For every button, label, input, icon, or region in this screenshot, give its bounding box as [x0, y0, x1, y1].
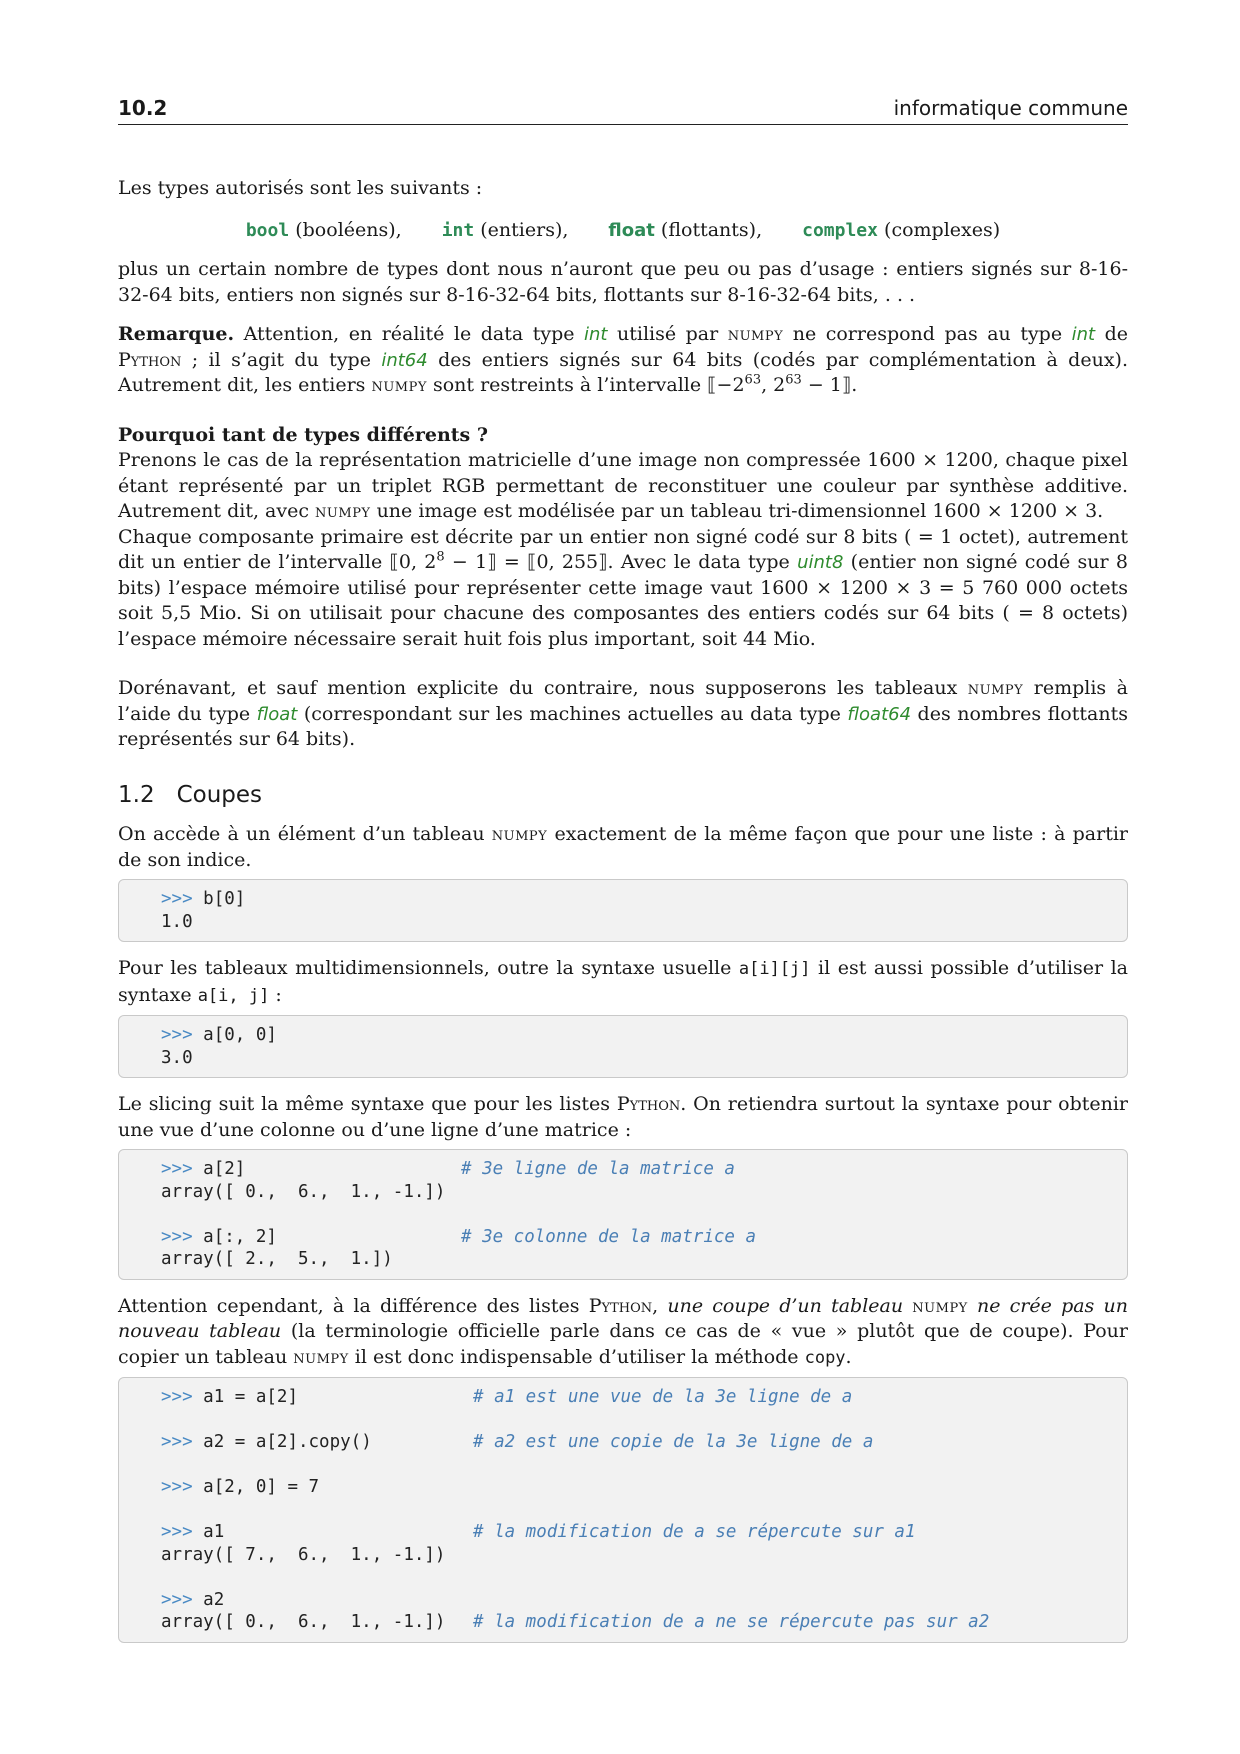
code-line: >>> a1 = a[2] # a1 est une vue de la 3e ligne de a	[161, 1387, 853, 1407]
type-item: float (flottants),	[608, 218, 763, 241]
code-line: array([ 0., 6., 1., -1.]) # la modification de a ne se répercute pas sur a2	[161, 1612, 990, 1632]
running-header	[118, 96, 1128, 125]
slicing-paragraph: Le slicing suit la même syntaxe que pour les listes Python. On retiendra surtout la syntaxe pour obtenir une vue d’une colonne ou d’une ligne d’une matrice :	[118, 1093, 1129, 1141]
why-paragraph-2: Chaque composante primaire est décrite par un entier non signé codé sur 8 bits ( = 1 octet), autrement dit un entier de l’intervalle ⟦0, $2^8$ − 1⟧ = ⟦0, 255⟧. Avec le data type uint8 (entier non signé codé sur 8 bits) l’espace mémoire utilisé pour représenter cette image vaut 1600 × 1200 × 3 = 5 760 000 octets soit 5,5 Mio. Si on utilisait pour chacune des composantes des entiers codés sur 64 bits ( = 8 octets) l’espace mémoire nécessaire serait huit fois plus important, soit 44 Mio.	[118, 525, 1128, 650]
code-block-4	[118, 1377, 1128, 1643]
code-block-3	[118, 1149, 1128, 1280]
code-line: >>> b[0]	[161, 889, 246, 909]
section-heading: 1.2 Coupes	[118, 781, 263, 808]
code-line: array([ 2., 5., 1.])	[161, 1249, 393, 1269]
remark-paragraph: Remarque. Attention, en réalité le data type int utilisé par numpy ne correspond pas au type int de Python ; il s’agit du type int64 des entiers signés sur 64 bits (codés par complémentation à deux). Autrement dit, les entiers numpy sont restreints à l’intervalle $⟦-2^{63}$, $2^{63}$ − 1⟧.	[118, 323, 1129, 396]
content	[118, 176, 1128, 1657]
chapter-title: informatique commune	[893, 96, 1128, 120]
code-line: >>> a2	[161, 1589, 225, 1610]
type-item: int (entiers),	[441, 218, 569, 241]
why-heading: Pourquoi tant de types différents ?	[118, 423, 488, 446]
code-block-1	[118, 879, 1128, 942]
why-paragraph-1: Prenons le cas de la représentation matricielle d’une image non compressée 1600 × 1200, chaque pixel étant représenté par un triplet RGB permettant de reconstituer une couleur par synthèse additive. Autrement dit, avec numpy une image est modélisée par un tableau tri-dimensionnel 1600 × 1200 × 3.	[118, 449, 1128, 522]
attention-paragraph: Attention cependant, à la différence des listes Python, une coupe d’un tableau numpy ne crée pas un nouveau tableau (la terminologie officielle parle dans ce cas de « vue » plutôt que de coupe). Pour copier un tableau numpy il est donc indispensable d’utiliser la méthode copy.	[118, 1294, 1128, 1368]
chapter-number: 10.2	[118, 96, 168, 120]
code-line: 1.0	[161, 911, 193, 932]
code-line: >>> a[:, 2] # 3e colonne de la matrice a	[161, 1226, 757, 1247]
intro-text: Les types autorisés sont les suivants :	[118, 177, 483, 199]
types-more-text: plus un certain nombre de types dont nous n’auront que peu ou pas d’usage : entiers signés sur 8-16-32-64 bits, entiers non signés sur 8-16-32-64 bits, flottants sur 8-16-32-64 bits, . . .	[118, 258, 1128, 306]
henceforth-paragraph: Dorénavant, et sauf mention explicite du contraire, nous supposerons les tableaux numpy remplis à l’aide du type float (correspondant sur les machines actuelles au data type float64 des nombres flottants représentés sur 64 bits).	[118, 677, 1128, 750]
types-list	[118, 218, 1128, 244]
code-line: >>> a2 = a[2].copy() # a2 est une copie de la 3e ligne de a	[161, 1432, 874, 1452]
type-item: bool (booléens),	[245, 218, 402, 241]
code-line: >>> a[2, 0] = 7	[161, 1477, 320, 1497]
multi-paragraph: Pour les tableaux multidimensionnels, outre la syntaxe usuelle a[i][j] il est aussi possible d’utiliser la syntaxe a[i, j] :	[118, 957, 1128, 1006]
type-item: complex (complexes)	[802, 218, 1001, 241]
code-line: >>> a[0, 0]	[161, 1025, 277, 1045]
code-line: >>> a1 # la modification de a se répercute sur a1	[161, 1522, 916, 1542]
code-line: >>> a[2] # 3e ligne de la matrice a	[161, 1159, 735, 1179]
access-paragraph: On accède à un élément d’un tableau numpy exactement de la même façon que pour une liste : à partir de son indice.	[118, 823, 1128, 871]
code-line: array([ 7., 6., 1., -1.])	[161, 1544, 446, 1565]
code-line: array([ 0., 6., 1., -1.])	[161, 1181, 446, 1202]
code-line: 3.0	[161, 1047, 193, 1068]
code-block-2	[118, 1015, 1128, 1078]
